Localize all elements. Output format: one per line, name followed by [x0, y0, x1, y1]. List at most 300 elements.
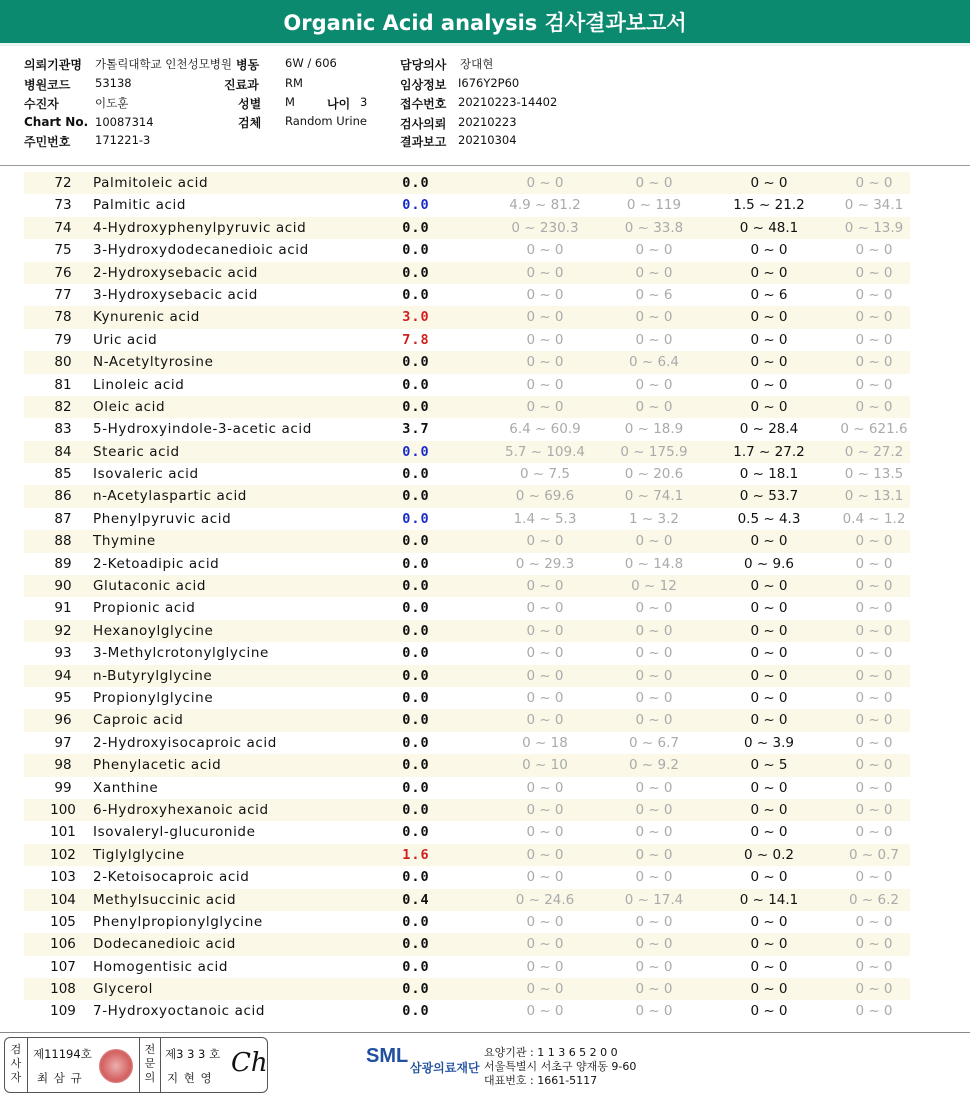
result-value: 0.0: [402, 645, 430, 662]
patient-label: 수진자: [24, 97, 59, 111]
company-name: 삼광의료재단: [410, 1061, 480, 1075]
table-row: [24, 709, 910, 731]
reference-range: 0 ~ 0: [526, 354, 564, 371]
sig-divider: [139, 1038, 140, 1092]
analyte-name: n-Acetylaspartic acid: [93, 488, 247, 505]
reference-range: 0 ~ 17.4: [624, 891, 684, 908]
reference-range: 0 ~ 0: [855, 734, 893, 751]
result-value: 0.0: [402, 197, 430, 214]
reference-range: 0 ~ 0: [855, 869, 893, 886]
reference-range: 0 ~ 0.2: [744, 846, 794, 863]
reference-range: 0 ~ 0: [635, 645, 673, 662]
result-value: 3.7: [402, 421, 430, 438]
row-number: 104: [50, 891, 76, 908]
reference-range: 0 ~ 0: [750, 354, 788, 371]
reference-range: 0 ~ 621.6: [840, 421, 908, 438]
age-value: 3: [360, 95, 368, 109]
result-value: 0.0: [402, 734, 430, 751]
reference-range: 0 ~ 13.5: [844, 466, 904, 483]
reference-range: 0 ~ 0: [526, 309, 564, 326]
reference-range: 0 ~ 0: [855, 354, 893, 371]
reference-range: 0 ~ 0: [635, 264, 673, 281]
reference-range: 0 ~ 0: [855, 533, 893, 550]
reference-range: 0 ~ 0: [855, 242, 893, 259]
reference-range: 0 ~ 0: [750, 779, 788, 796]
reference-range: 0 ~ 0: [855, 286, 893, 303]
table-row: [24, 597, 910, 619]
row-number: 102: [50, 846, 76, 863]
reference-range: 0 ~ 34.1: [844, 197, 904, 214]
reference-range: 0 ~ 0: [635, 398, 673, 415]
row-number: 99: [54, 779, 72, 796]
row-number: 103: [50, 869, 76, 886]
table-row: [24, 351, 910, 373]
address-line: 요양기관 : 1 1 3 6 5 2 0 0: [484, 1046, 618, 1059]
sex-label: 성별: [238, 97, 262, 111]
reference-range: 0 ~ 0: [750, 309, 788, 326]
result-value: 0.0: [402, 1003, 430, 1020]
sig-divider: [27, 1038, 28, 1092]
table-row: [24, 956, 910, 978]
reference-range: 0 ~ 74.1: [624, 488, 684, 505]
table-row: [24, 620, 910, 642]
table-row: [24, 821, 910, 843]
analyte-name: Phenylpyruvic acid: [93, 510, 232, 527]
clinical-label: 임상정보: [400, 78, 447, 92]
company-logo: [366, 1045, 480, 1075]
reference-range: 0 ~ 0: [750, 869, 788, 886]
reference-range: 0 ~ 48.1: [739, 219, 799, 236]
table-row: [24, 844, 910, 866]
reference-range: 0 ~ 0: [855, 936, 893, 953]
reference-range: 1 ~ 3.2: [629, 510, 679, 527]
row-number: 73: [54, 197, 72, 214]
reference-range: 0 ~ 20.6: [624, 466, 684, 483]
reference-range: 0 ~ 13.9: [844, 219, 904, 236]
analyte-name: Thymine: [93, 533, 156, 550]
reference-range: 0 ~ 0: [750, 331, 788, 348]
reference-range: 0 ~ 0: [526, 981, 564, 998]
reference-range: 0 ~ 0: [855, 555, 893, 572]
reference-range: 0 ~ 6.7: [629, 734, 679, 751]
reference-range: 0 ~ 0: [855, 757, 893, 774]
code-value: 53138: [95, 76, 132, 90]
reference-range: 0 ~ 0: [855, 824, 893, 841]
reference-range: 0 ~ 6.2: [849, 891, 899, 908]
reference-range: 0 ~ 0: [750, 622, 788, 639]
reference-range: 0 ~ 0: [855, 645, 893, 662]
result-value: 0.4: [402, 891, 430, 908]
result-value: 0.0: [402, 533, 430, 550]
analyte-name: 3-Hydroxydodecanedioic acid: [93, 242, 309, 259]
result-value: 0.0: [402, 555, 430, 572]
reference-range: 0 ~ 0: [635, 981, 673, 998]
reference-range: 0 ~ 6: [750, 286, 788, 303]
reference-range: 0 ~ 0: [855, 600, 893, 617]
row-number: 100: [50, 801, 76, 818]
reference-range: 0 ~ 0: [855, 779, 893, 796]
analyte-name: Palmitic acid: [93, 197, 187, 214]
row-number: 74: [54, 219, 72, 236]
reference-range: 0 ~ 10: [522, 757, 568, 774]
row-number: 93: [54, 645, 72, 662]
row-number: 96: [54, 712, 72, 729]
row-number: 90: [54, 578, 72, 595]
table-row: [24, 262, 910, 284]
reference-range: 0 ~ 0.7: [849, 846, 899, 863]
analyte-name: Xanthine: [93, 779, 159, 796]
chart-value: 10087314: [95, 115, 154, 129]
reference-range: 0 ~ 0: [750, 376, 788, 393]
result-value: 3.0: [402, 309, 430, 326]
analyte-name: 7-Hydroxyoctanoic acid: [93, 1003, 265, 1020]
code-label: 병원코드: [24, 78, 71, 92]
report-title: Organic Acid analysis 검사결과보고서: [0, 0, 970, 46]
table-row: [24, 911, 910, 933]
analyte-name: 2-Ketoisocaproic acid: [93, 869, 250, 886]
row-number: 83: [54, 421, 72, 438]
reference-range: 0 ~ 0: [750, 533, 788, 550]
table-row: [24, 530, 910, 552]
reference-range: 0 ~ 0: [855, 1003, 893, 1020]
row-number: 106: [50, 936, 76, 953]
reference-range: 0 ~ 0: [750, 600, 788, 617]
table-row: [24, 463, 910, 485]
reference-range: 4.9 ~ 81.2: [509, 197, 581, 214]
analyte-name: Uric acid: [93, 331, 158, 348]
analyte-name: Stearic acid: [93, 443, 180, 460]
inspector-label: 검사자: [10, 1043, 22, 1084]
row-number: 80: [54, 354, 72, 371]
reference-range: 0 ~ 0: [526, 331, 564, 348]
inspector-number: 제11194호: [33, 1047, 92, 1061]
reference-range: 0 ~ 0: [855, 801, 893, 818]
table-row: [24, 642, 910, 664]
reference-range: 0 ~ 0: [526, 600, 564, 617]
reference-range: 0 ~ 0: [635, 824, 673, 841]
result-value: 0.0: [402, 779, 430, 796]
analyte-name: Methylsuccinic acid: [93, 891, 237, 908]
result-value: 0.0: [402, 600, 430, 617]
row-number: 85: [54, 466, 72, 483]
result-value: 0.0: [402, 958, 430, 975]
reference-range: 0 ~ 29.3: [515, 555, 575, 572]
result-value: 0.0: [402, 667, 430, 684]
reference-range: 0 ~ 0: [855, 913, 893, 930]
reference-range: 0 ~ 230.3: [511, 219, 579, 236]
reference-range: 0 ~ 0: [635, 600, 673, 617]
table-row: [24, 1000, 910, 1022]
reference-range: 0 ~ 0: [526, 1003, 564, 1020]
reference-range: 0 ~ 0: [750, 645, 788, 662]
result-value: 0.0: [402, 824, 430, 841]
result-value: 0.0: [402, 712, 430, 729]
table-row: [24, 866, 910, 888]
reference-range: 0 ~ 0: [526, 376, 564, 393]
reference-range: 0 ~ 0: [526, 712, 564, 729]
reference-range: 0 ~ 0: [635, 667, 673, 684]
table-row: [24, 374, 910, 396]
signature-box: [4, 1037, 268, 1093]
id-label: 주민번호: [24, 135, 71, 149]
result-value: 0.0: [402, 398, 430, 415]
reference-range: 0 ~ 0: [526, 936, 564, 953]
row-number: 98: [54, 757, 72, 774]
reference-range: 0 ~ 0: [855, 264, 893, 281]
analyte-name: Hexanoylglycine: [93, 622, 214, 639]
reference-range: 0 ~ 0: [635, 779, 673, 796]
reference-range: 0 ~ 0: [526, 913, 564, 930]
table-row: [24, 172, 910, 194]
reference-range: 0 ~ 18.9: [624, 421, 684, 438]
result-value: 0.0: [402, 264, 430, 281]
analyte-name: Tiglylglycine: [93, 846, 185, 863]
reference-range: 0 ~ 0: [526, 242, 564, 259]
analyte-name: Phenylpropionylglycine: [93, 913, 263, 930]
result-value: 0.0: [402, 801, 430, 818]
reference-range: 0 ~ 175.9: [620, 443, 688, 460]
table-row: [24, 441, 910, 463]
row-number: 76: [54, 264, 72, 281]
reviewer-label: 전문의: [144, 1043, 156, 1084]
reference-range: 0 ~ 0: [526, 824, 564, 841]
hospital-label: 의뢰기관명: [24, 58, 82, 72]
age-label: 나이: [327, 97, 351, 111]
reference-range: 0 ~ 0: [526, 264, 564, 281]
result-value: 0.0: [402, 869, 430, 886]
row-number: 92: [54, 622, 72, 639]
reference-range: 0 ~ 9.2: [629, 757, 679, 774]
row-number: 109: [50, 1003, 76, 1020]
row-number: 78: [54, 309, 72, 326]
table-row: [24, 217, 910, 239]
analyte-name: 2-Hydroxyisocaproic acid: [93, 734, 277, 751]
row-number: 79: [54, 331, 72, 348]
reference-range: 0 ~ 0: [526, 286, 564, 303]
analyte-name: Kynurenic acid: [93, 309, 200, 326]
reference-range: 0 ~ 0: [526, 622, 564, 639]
table-row: [24, 754, 910, 776]
reference-range: 0 ~ 0: [750, 801, 788, 818]
results-table: [24, 172, 910, 1023]
row-number: 89: [54, 555, 72, 572]
row-number: 105: [50, 913, 76, 930]
reference-range: 0 ~ 53.7: [739, 488, 799, 505]
inspector-name: 최 삼 규: [37, 1071, 83, 1085]
table-row: [24, 553, 910, 575]
reference-range: 0.4 ~ 1.2: [842, 510, 906, 527]
reference-range: 0 ~ 0: [526, 175, 564, 191]
reference-range: 0 ~ 0: [635, 533, 673, 550]
result-value: 0.0: [402, 354, 430, 371]
reference-range: 0 ~ 0: [855, 175, 893, 191]
analyte-name: Palmitoleic acid: [93, 175, 209, 191]
reference-range: 0 ~ 0: [855, 309, 893, 326]
id-value: 171221-3: [95, 133, 151, 147]
reference-range: 0 ~ 0: [635, 869, 673, 886]
row-number: 81: [54, 376, 72, 393]
reference-range: 0 ~ 0: [526, 689, 564, 706]
row-number: 101: [50, 824, 76, 841]
result-value: 0.0: [402, 981, 430, 998]
reference-range: 0 ~ 0: [635, 175, 673, 191]
analyte-name: 5-Hydroxyindole-3-acetic acid: [93, 421, 312, 438]
reference-range: 0 ~ 0: [526, 578, 564, 595]
reference-range: 0 ~ 0: [855, 712, 893, 729]
result-value: 0.0: [402, 443, 430, 460]
reference-range: 0 ~ 0: [855, 981, 893, 998]
reference-range: 0 ~ 6.4: [629, 354, 679, 371]
result-value: 0.0: [402, 510, 430, 527]
reference-range: 0 ~ 0: [635, 846, 673, 863]
table-row: [24, 799, 910, 821]
result-value: 0.0: [402, 466, 430, 483]
reviewer-number: 제3 3 3 호: [165, 1047, 221, 1061]
reference-range: 0 ~ 0: [855, 331, 893, 348]
table-row: [24, 418, 910, 440]
analyte-name: Isovaleryl-glucuronide: [93, 824, 256, 841]
request-value: 20210223: [458, 115, 517, 129]
analyte-name: Propionic acid: [93, 600, 196, 617]
reference-range: 0 ~ 0: [855, 376, 893, 393]
row-number: 107: [50, 958, 76, 975]
address-line: 서울특별시 서초구 양재동 9-60: [484, 1060, 637, 1073]
table-row: [24, 978, 910, 1000]
reference-range: 0 ~ 14.1: [739, 891, 799, 908]
reference-range: 0 ~ 0: [855, 689, 893, 706]
company-address: [484, 1046, 636, 1088]
analyte-name: n-Butyrylglycine: [93, 667, 213, 684]
reference-range: 0 ~ 0: [526, 801, 564, 818]
analyte-name: Propionylglycine: [93, 689, 214, 706]
table-row: [24, 485, 910, 507]
reference-range: 0 ~ 18: [522, 734, 568, 751]
table-row: [24, 889, 910, 911]
result-value: 0.0: [402, 757, 430, 774]
footer-divider: [0, 1032, 970, 1033]
result-value: 0.0: [402, 689, 430, 706]
reference-range: 0 ~ 0: [635, 376, 673, 393]
row-number: 95: [54, 689, 72, 706]
result-value: 0.0: [402, 175, 430, 191]
analyte-name: Caproic acid: [93, 712, 184, 729]
reference-range: 0 ~ 9.6: [744, 555, 794, 572]
reference-range: 0 ~ 0: [750, 667, 788, 684]
reference-range: 0 ~ 13.1: [844, 488, 904, 505]
reference-range: 0 ~ 0: [635, 309, 673, 326]
table-row: [24, 396, 910, 418]
analyte-name: 6-Hydroxyhexanoic acid: [93, 801, 269, 818]
row-number: 97: [54, 734, 72, 751]
receipt-label: 접수번호: [400, 97, 447, 111]
sex-value: M: [285, 95, 295, 109]
reference-range: 0 ~ 33.8: [624, 219, 684, 236]
result-value: 0.0: [402, 286, 430, 303]
reference-range: 0 ~ 0: [526, 779, 564, 796]
reference-range: 0 ~ 0: [635, 331, 673, 348]
analyte-name: Linoleic acid: [93, 376, 185, 393]
ward-value: 6W / 606: [285, 56, 337, 70]
reference-range: 0 ~ 7.5: [520, 466, 570, 483]
analyte-name: 2-Ketoadipic acid: [93, 555, 220, 572]
analyte-name: Isovaleric acid: [93, 466, 199, 483]
reference-range: 0 ~ 0: [750, 242, 788, 259]
reference-range: 0 ~ 0: [526, 667, 564, 684]
reference-range: 0 ~ 24.6: [515, 891, 575, 908]
report-value: 20210304: [458, 133, 517, 147]
result-value: 7.8: [402, 331, 430, 348]
reference-range: 0 ~ 0: [526, 846, 564, 863]
analyte-name: Phenylacetic acid: [93, 757, 222, 774]
reference-range: 0 ~ 27.2: [844, 443, 904, 460]
reference-range: 0 ~ 0: [635, 913, 673, 930]
row-number: 86: [54, 488, 72, 505]
reference-range: 5.7 ~ 109.4: [504, 443, 585, 460]
reference-range: 0 ~ 0: [855, 622, 893, 639]
reference-range: 0 ~ 0: [635, 936, 673, 953]
reference-range: 0 ~ 18.1: [739, 466, 799, 483]
analyte-name: Oleic acid: [93, 398, 166, 415]
analyte-name: Glycerol: [93, 981, 153, 998]
row-number: 82: [54, 398, 72, 415]
reference-range: 0 ~ 0: [855, 958, 893, 975]
analyte-name: Glutaconic acid: [93, 578, 207, 595]
reference-range: 0 ~ 0: [750, 1003, 788, 1020]
logo-mark: SML: [366, 1045, 409, 1067]
reference-range: 0 ~ 0: [526, 958, 564, 975]
row-number: 108: [50, 981, 76, 998]
reference-range: 0 ~ 14.8: [624, 555, 684, 572]
reference-range: 0 ~ 0: [750, 578, 788, 595]
row-number: 87: [54, 510, 72, 527]
reference-range: 1.5 ~ 21.2: [733, 197, 805, 214]
table-row: [24, 665, 910, 687]
reference-range: 0 ~ 0: [750, 712, 788, 729]
row-number: 72: [54, 175, 72, 191]
reviewer-name: 지 현 영: [167, 1071, 213, 1085]
reference-range: 0 ~ 0: [750, 175, 788, 191]
reference-range: 1.7 ~ 27.2: [733, 443, 805, 460]
reference-range: 0 ~ 28.4: [739, 421, 799, 438]
reference-range: 0 ~ 0: [750, 398, 788, 415]
reference-range: 0 ~ 0: [750, 958, 788, 975]
reference-range: 0 ~ 0: [635, 622, 673, 639]
specimen-value: Random Urine: [285, 114, 367, 128]
result-value: 0.0: [402, 622, 430, 639]
reference-range: 0 ~ 0: [750, 913, 788, 930]
reference-range: 6.4 ~ 60.9: [509, 421, 581, 438]
result-value: 0.0: [402, 376, 430, 393]
reference-range: 0 ~ 0: [855, 667, 893, 684]
result-value: 0.0: [402, 913, 430, 930]
reference-range: 0.5 ~ 4.3: [737, 510, 801, 527]
reference-range: 0 ~ 0: [526, 869, 564, 886]
table-row: [24, 575, 910, 597]
sig-divider: [160, 1038, 161, 1092]
report-label: 결과보고: [400, 135, 447, 149]
reference-range: 0 ~ 3.9: [744, 734, 794, 751]
reference-range: 0 ~ 0: [750, 936, 788, 953]
result-value: 0.0: [402, 488, 430, 505]
table-row: [24, 194, 910, 216]
reference-range: 0 ~ 0: [750, 981, 788, 998]
reference-range: 0 ~ 0: [635, 712, 673, 729]
analyte-name: 3-Methylcrotonylglycine: [93, 645, 269, 662]
analyte-name: 2-Hydroxysebacic acid: [93, 264, 258, 281]
clinical-value: I676Y2P60: [458, 76, 520, 90]
reference-range: 0 ~ 5: [750, 757, 788, 774]
analyte-name: 4-Hydroxyphenylpyruvic acid: [93, 219, 307, 236]
